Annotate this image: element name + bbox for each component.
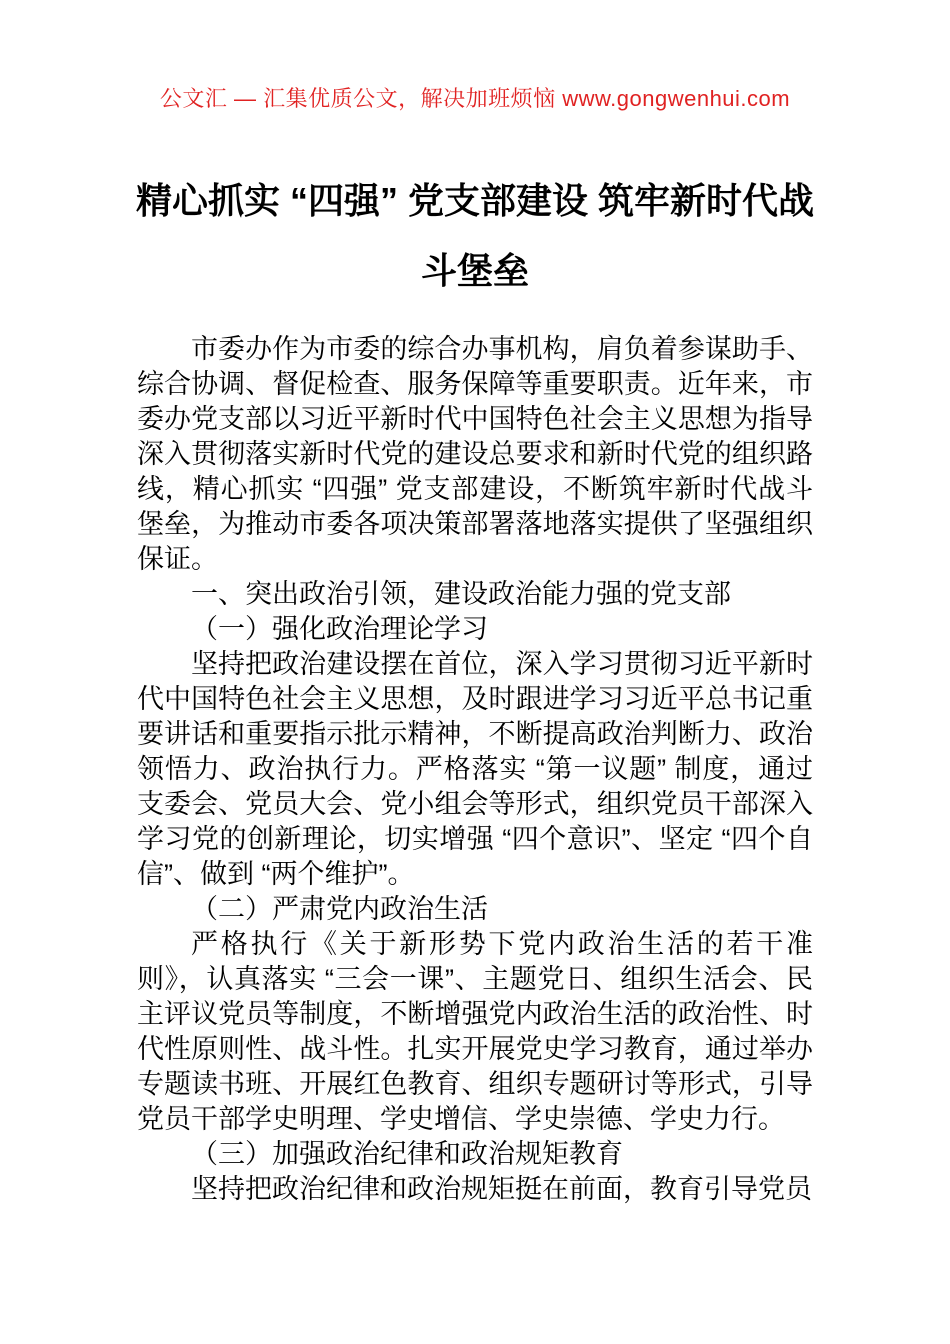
heading-section-1-2: （二）严肃党内政治生活 <box>191 894 488 924</box>
paragraph-section-1-1: 坚持把政治建设摆在首位，深入学习贯彻习近平新时代中国特色社会主义思想，及时跟进学习习近平总书记重要讲话和重要指示批示精神，不断提高政治判断力、政治领悟力、政治执行力。严格落实 “第一议题” 制度，通过支委会、党员大会、党小组会等形式，组织党员干部深入学习党的创新理论，切实增强 “四个意识”、坚定 “四个自信”、做到 “两个维护”。 <box>137 649 813 889</box>
heading-section-1: 一、突出政治引领，建设政治能力强的党支部 <box>191 579 731 609</box>
heading-section-1-1: （一）强化政治理论学习 <box>191 614 488 644</box>
paragraph-intro: 市委办作为市委的综合办事机构，肩负着参谋助手、综合协调、督促检查、服务保障等重要职责。近年来，市委办党支部以习近平新时代中国特色社会主义思想为指导深入贯彻落实新时代党的建设总要求和新时代党的组织路线，精心抓实 “四强” 党支部建设，不断筑牢新时代战斗堡垒，为推动市委各项决策部署落地落实提供了坚强组织保证。 <box>137 334 813 574</box>
document-body <box>137 332 813 1207</box>
paragraph-section-1-3: 坚持把政治纪律和政治规矩挺在前面，教育引导党员 <box>191 1174 812 1204</box>
heading-section-1-3: （三）加强政治纪律和政治规矩教育 <box>191 1139 623 1169</box>
watermark-header: 公文汇 — 汇集优质公文，解决加班烦恼 www.gongwenhui.com <box>159 86 791 111</box>
document-title: 精心抓实 “四强” 党支部建设 筑牢新时代战斗堡垒 <box>135 180 814 291</box>
paragraph-section-1-2: 严格执行《关于新形势下党内政治生活的若干准则》，认真落实 “三会一课”、主题党日、组织生活会、民主评议党员等制度，不断增强党内政治生活的政治性、时代性原则性、战斗性。扎实开展党史学习教育，通过举办专题读书班、开展红色教育、组织专题研讨等形式，引导党员干部学史明理、学史增信、学史崇德、学史力行。 <box>137 929 813 1134</box>
